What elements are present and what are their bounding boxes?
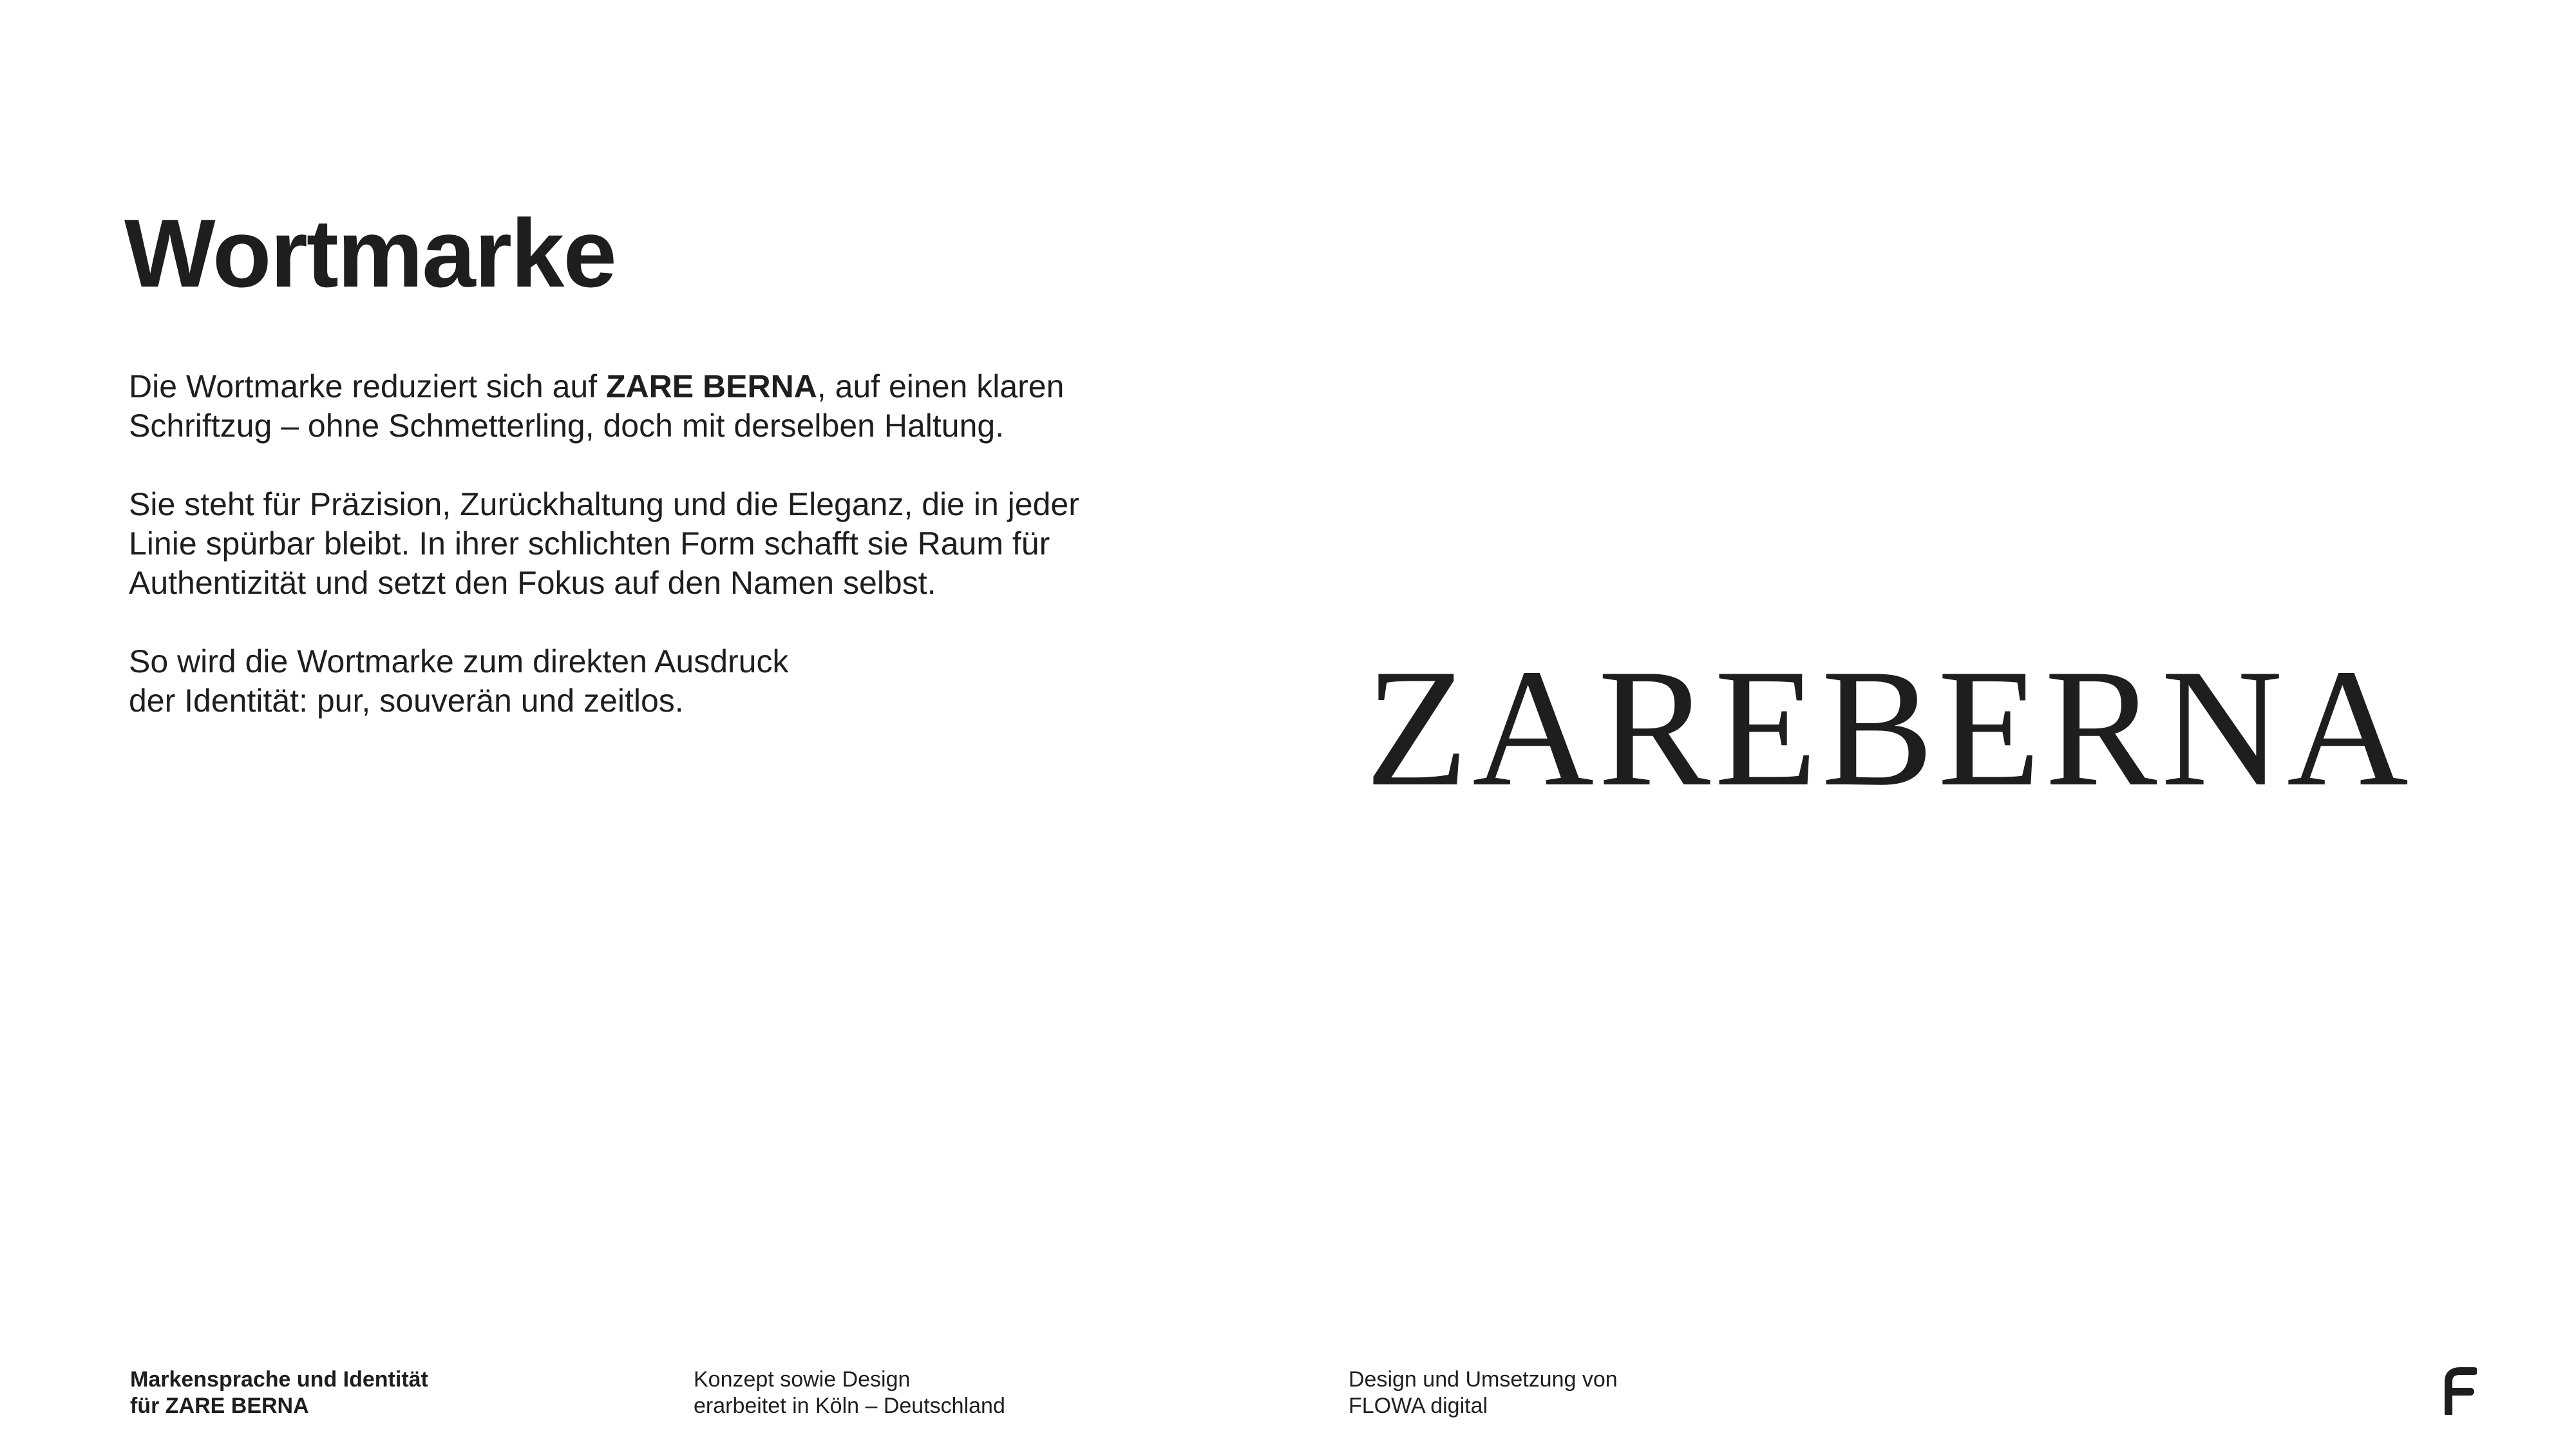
closing-line-2: der Identität: pur, souverän und zeitlos.	[129, 683, 684, 719]
closing-line-1: So wird die Wortmarke zum direkten Ausdruck	[129, 643, 789, 679]
footer-col3-line2: FLOWA digital	[1349, 1394, 1488, 1418]
body-text	[129, 367, 1108, 721]
wordmark-word-1: ZARE	[1365, 634, 1822, 821]
intro-text-before: Die Wortmarke reduziert sich auf	[129, 368, 606, 404]
footer-concept	[694, 1367, 1005, 1419]
footer-col2-line1: Konzept sowie Design	[694, 1367, 911, 1392]
intro-paragraph	[129, 367, 1108, 446]
footer-col1-line1: Markensprache und Identität	[130, 1367, 428, 1392]
wordmark-word-2: BERNA	[1821, 634, 2413, 821]
precision-paragraph: Sie steht für Präzision, Zurückhaltung und die Eleganz, die in jeder Linie spürbar bleibt. In ihrer schlichten Form schafft sie Raum für Authentizität und setzt den Fokus auf den Namen selbst.	[129, 486, 1079, 601]
page-title: Wortmarke	[124, 199, 616, 307]
footer-credits	[1349, 1367, 1618, 1419]
footer-col1-line2: für ZARE BERNA	[130, 1394, 309, 1418]
zare-berna-wordmark	[1365, 634, 2413, 821]
closing-paragraph	[129, 642, 1108, 721]
flowa-f-logo-icon	[2445, 1367, 2477, 1415]
intro-brand-name: ZARE BERNA	[606, 368, 817, 404]
intro-text-after: , auf einen klaren Schriftzug – ohne Schmetterling, doch mit derselben Haltung.	[129, 368, 1065, 444]
footer-col3-line1: Design und Umsetzung von	[1349, 1367, 1618, 1392]
footer-brand-identity	[130, 1367, 428, 1419]
footer-col2-line2: erarbeitet in Köln – Deutschland	[694, 1394, 1005, 1418]
